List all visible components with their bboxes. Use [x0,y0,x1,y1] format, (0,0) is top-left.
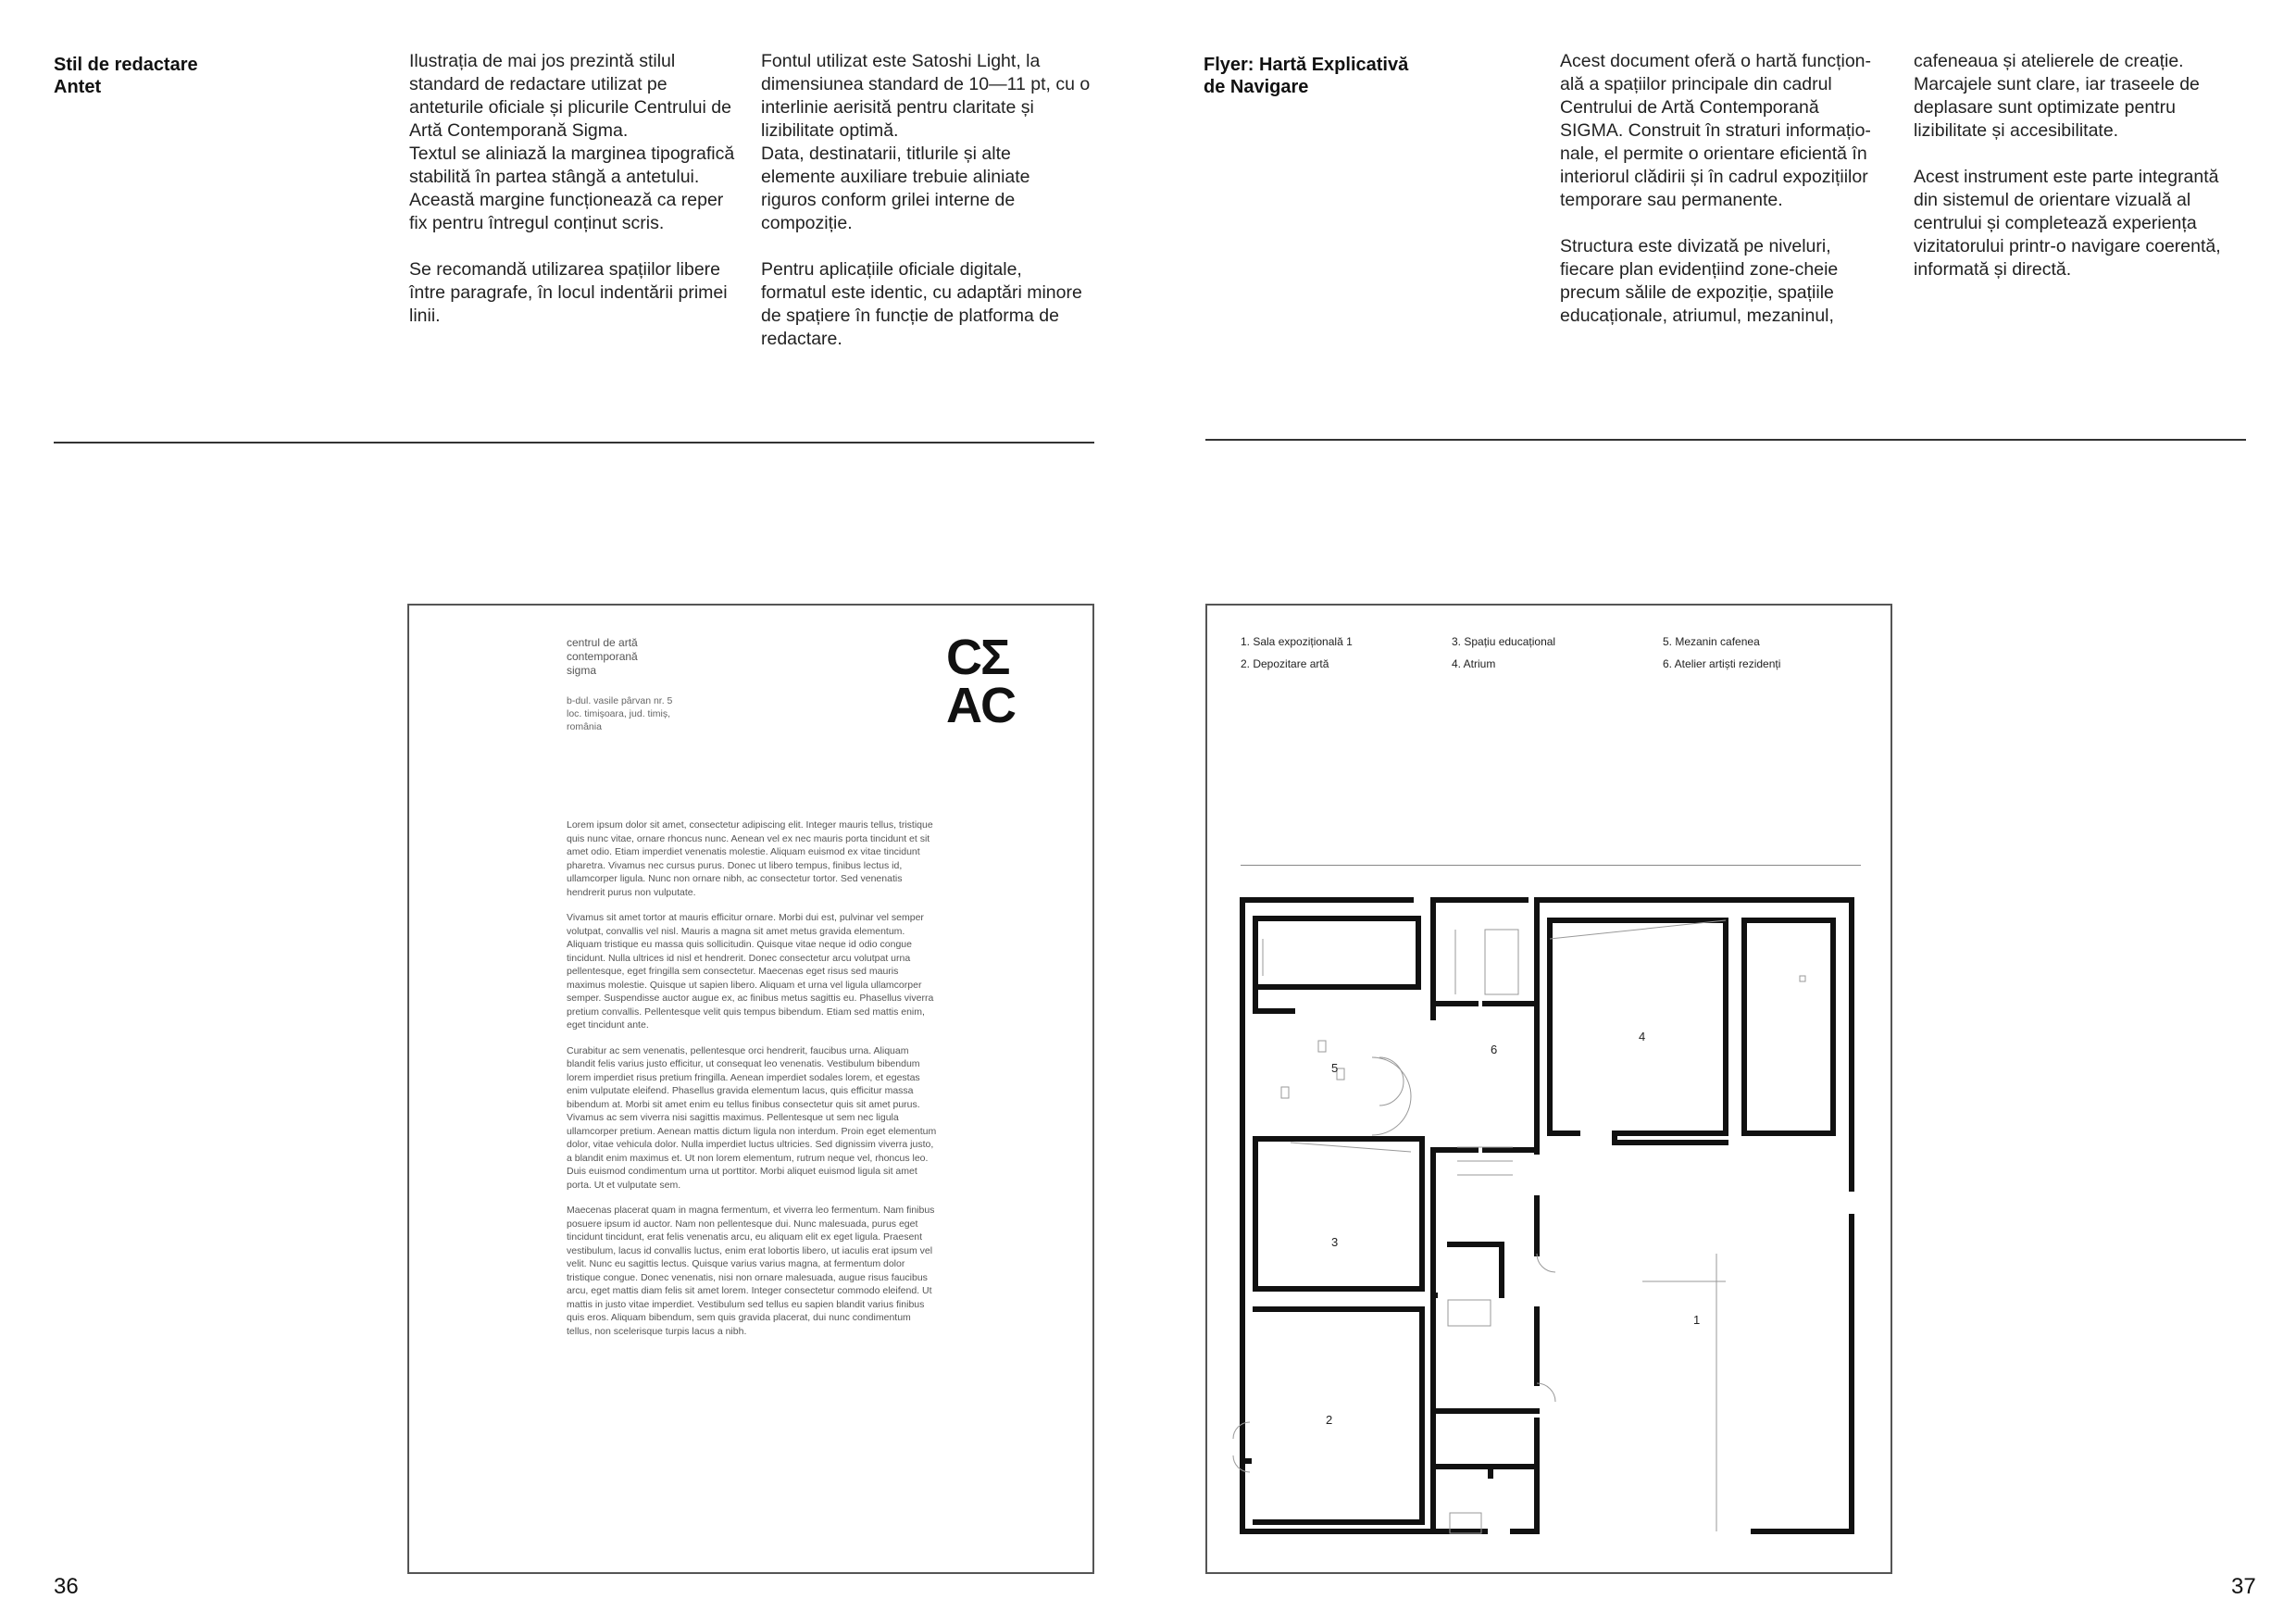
legend-item-6: 6. Atelier artiști rezidenți [1663,657,1781,670]
room-label-6: 6 [1491,1043,1498,1056]
room-label-1: 1 [1693,1313,1701,1327]
csac-logo [946,630,1015,733]
right-page-heading: Flyer: Hartă Explicativă de Navigare [1204,55,1409,97]
letterhead-body [567,818,937,1350]
legend-item-2: 2. Depozitare artă [1241,657,1329,670]
room-label-5: 5 [1331,1061,1339,1075]
letterhead-address: b-dul. vasile pârvan nr. 5 loc. timișoara, jud. timiș, românia [567,695,673,732]
body-paragraph: Maecenas placerat quam in magna fermentum, et viverra leo fermentum. Nam finibus posuere ipsum id auctor. Nam non pellentesque dui. Nunc malesuada, purus eget tincidunt tincidunt, erat felis venenatis arcu, eu aliquam elit ex eget ligula. Praesent vestibulum, lacus id convallis luctus, enim erat lobortis libero, ut iaculis erat ipsum vel velit. Nunc eu sagittis lectus. Quisque varius varius magna, at fermentum dolor tristique congue. Donec venenatis, nisi non ornare malesuada, augue risus faucibus arcu, eget mattis diam felis sit amet lorem. Integer consectetur commodo eleifend. Ut mattis in justo vitae imperdiet. Vestibulum sed tellus eu sapien blandit varius finibus quis eros. Aliquam bibendum, sem quis gravida placerat, dui nunc condimentum tellus, non scelerisque turpis lacus a nibh. [567,1205,935,1337]
right-page-column-2: cafeneaua și atelierele de creație. Marcajele sunt clare, iar traseele de deplasare sunt optimizate pentru lizibilitate și accesibilitate. Acest instrument este parte integrantă din sistemul de orientare vizuală al centrului și completează experiența vizitatorului printr-o navigare coerentă, informată și directă. [1914,51,2221,280]
legend-item-5: 5. Mezanin cafenea [1663,635,1760,648]
room-label-3: 3 [1331,1235,1339,1249]
letterhead-sheet [407,604,1094,1574]
legend-item-4: 4. Atrium [1452,657,1496,670]
logo-line-1: CΣ [946,630,1009,685]
logo-line-2: AC [946,678,1015,733]
left-page-divider [54,442,1094,443]
room-label-4: 4 [1639,1030,1646,1043]
letterhead-org-name: centrul de artă contemporană sigma [567,636,638,677]
floor-plan-sheet [1205,604,1892,1574]
left-page-heading: Stil de redactare Antet [54,55,198,97]
right-page-column-1: Acest document oferă o hartă funcțion- ală a spațiilor principale din cadrul Centrului de Artă Contemporană SIGMA. Construit în straturi informațio- nale, el permite o orientare eficientă în interiorul clădirii și în cadrul expozițiilor temporare sau permanente. Structura este divizată pe niveluri, fiecare plan evidențiind zone-cheie precum sălile de expoziție, spațiile educaționale, atriumul, mezaninul, [1560,51,1872,326]
page-number-right: 37 [2231,1574,2256,1599]
floor-plan-drawing [1207,606,1890,1572]
legend-item-3: 3. Spațiu educațional [1452,635,1556,648]
body-paragraph: Curabitur ac sem venenatis, pellentesque orci hendrerit, faucibus urna. Aliquam blandit felis varius justo efficitur, ut consequat leo venenatis. Vestibulum bibendum lorem imperdiet risus pretium fringilla. Aenean imperdiet sodales lorem, et egestas enim vulputate eleifend. Phasellus gravida elementum lacus, quis efficitur massa bibendum at. Morbi sit amet enim eu tellus finibus consectetur quis sit amet purus. Vivamus ac sem viverra nisi sagittis maximus. Pellentesque ut sem nec ligula ullamcorper pretium. Aenean mattis dictum ligula non interdum. Proin eget elementum dolor, vitae vehicula dolor. Nulla imperdiet luctus ultricies. Sed dignissim viverra justo, a blandit enim maximus et. Ut non lorem elementum, rutrum neque vel, rhoncus leo. Duis euismod condimentum urna ut porttitor. Morbi aliquet euismod ligula sit amet porta. Ut et vulputate sem. [567,1044,937,1191]
body-paragraph: Vivamus sit amet tortor at mauris efficitur ornare. Morbi dui est, pulvinar vel semper volutpat, convallis vel nisl. Mauris a magna sit amet metus gravida elementum. Aliquam tristique eu massa quis sollicitudin. Quisque vitae neque id odio congue tincidunt. Nulla ultrices id nisl et hendrerit. Donec consectetur arcu volutpat urna pellentesque, eget fringilla sem consectetur. Maecenas eget risus sed mauris maximus molestie. Quisque ut sapien libero. Aliquam et urna vel ligula ullamcorper semper. Suspendisse auctor augue ex, ac finibus metus sagittis eu. Phasellus viverra pretium convallis. Pellentesque velit quis tempus bibendum. Etiam sed mattis enim, eget tincidunt ante. [567,912,934,1031]
body-paragraph: Lorem ipsum dolor sit amet, consectetur adipiscing elit. Integer mauris tellus, tristique quis nunc vitae, ornare rhoncus nunc. Aenean vel ex nec mauris porta tincidunt et sit amet odio. Etiam imperdiet venenatis molestie. Aliquam euismod ex vitae tincidunt pharetra. Vivamus nec cursus purus. Donec ut libero tempus, finibus lectus id, ullamcorper ligula. Nunc non ornare nibh, ac consectetur tortor. Sed venenatis hendrerit purus non vulputate. [567,819,933,898]
left-page-column-2: Fontul utilizat este Satoshi Light, la dimensiunea standard de 10—11 pt, cu o interlinie aerisită pentru claritate și lizibilitate optimă. Data, destinatarii, titlurile și alte elemente auxiliare trebuie aliniate riguros conform grilei interne de compoziție. Pentru aplicațiile oficiale digitale, formatul este identic, cu adaptări minore de spațiere în funcție de platforma de redactare. [761,51,1091,349]
legend-item-1: 1. Sala expozițională 1 [1241,635,1353,648]
page-number-left: 36 [54,1574,79,1599]
left-page-column-1: Ilustrația de mai jos prezintă stilul standard de redactare utilizat pe anteturile oficiale și plicurile Centrului de Artă Contemporană Sigma. Textul se aliniază la marginea tipografică stabilită în partea stângă a antetului. Această margine funcționează ca reper fix pentru întregul conținut scris. Se recomandă utilizarea spațiilor libere între paragrafe, în locul indentării primei linii. [409,51,735,326]
room-label-2: 2 [1326,1413,1333,1427]
right-page-divider [1205,439,2246,441]
